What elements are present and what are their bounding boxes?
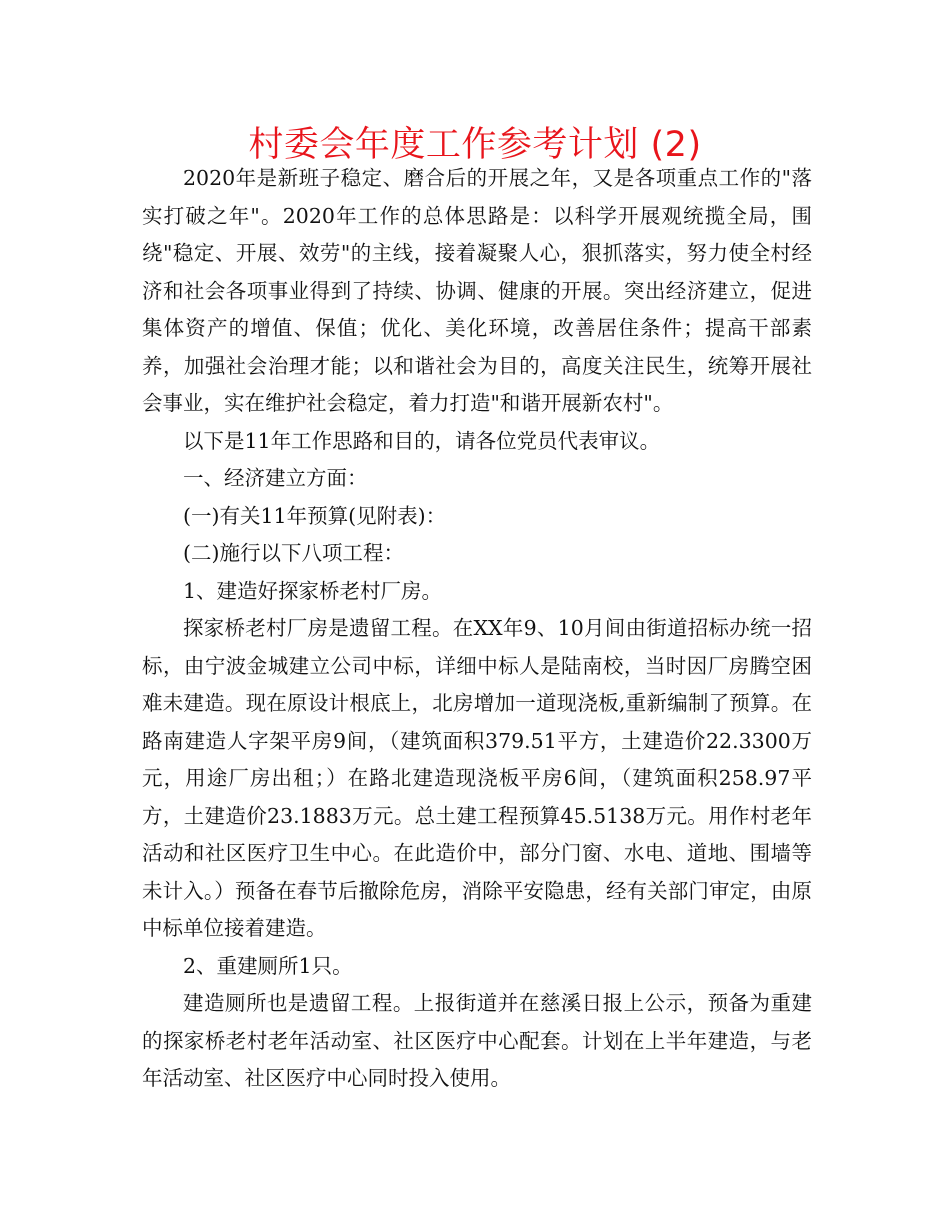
paragraph-toilet-details: 建造厕所也是遗留工程。上报街道并在慈溪日报上公示，预备为重建的探家桥老村老年活动室、社区医疗中心配套。计划在上半年建造，与老年活动室、社区医疗中心同时投入使用。 [142,991,812,1090]
subsection-budget: (一)有关11年预算(见附表)： [183,503,447,528]
paragraph-overview: 2020年是新班子稳定、磨合后的开展之年，又是各项重点工作的"落实打破之年"。2020年工作的总体思路是：以科学开展观统揽全局，围绕"稳定、开展、效劳"的主线，接着凝聚人心，狠抓落实，努力使全村经济和社会各项事业得到了持续、协调、健康的开展。突出经济建立，促进集体资产的增值、保值；优化、美化环境，改善居住条件；提高干部素养，加强社会治理才能；以和谐社会为目的，高度关注民生，统筹开展社会事业，实在维护社会稳定，着力打造"和谐开展新农村"。 [142,166,812,415]
section-heading-economy: 一、经济建立方面： [183,466,368,490]
paragraph-factory-details: 探家桥老村厂房是遗留工程。在XX年9、10月间由街道招标办统一招标，由宁波金城建立公司中标，详细中标人是陆南校，当时因厂房腾空困难未建造。现在原设计根底上，北房增加一道现浇板,重新编制了预算。在路南建造人字架平房9间，（建筑面积379.51平方，土建造价22.3300万元，用途厂房出租；）在路北建造现浇板平房6间，（建筑面积258.97平方，土建造价23.1883万元。总土建工程预算45.5138万元。用作村老年活动和社区医疗卫生中心。在此造价中，部分门窗、水电、道地、围墙等未计入。）预备在春节后撤除危房，消除平安隐患，经有关部门审定，由原中标单位接着建造。 [142,616,812,940]
document-body [142,160,812,1098]
document-title: 村委会年度工作参考计划 (2) [248,125,702,165]
paragraph-intro: 以下是11年工作思路和目的，请各位党员代表审议。 [183,428,661,453]
item-heading-factory: 1、建造好探家桥老村厂房。 [183,578,443,603]
subsection-projects: (二)施行以下八项工程： [183,541,404,565]
item-heading-toilet: 2、重建厕所1只。 [183,953,353,978]
